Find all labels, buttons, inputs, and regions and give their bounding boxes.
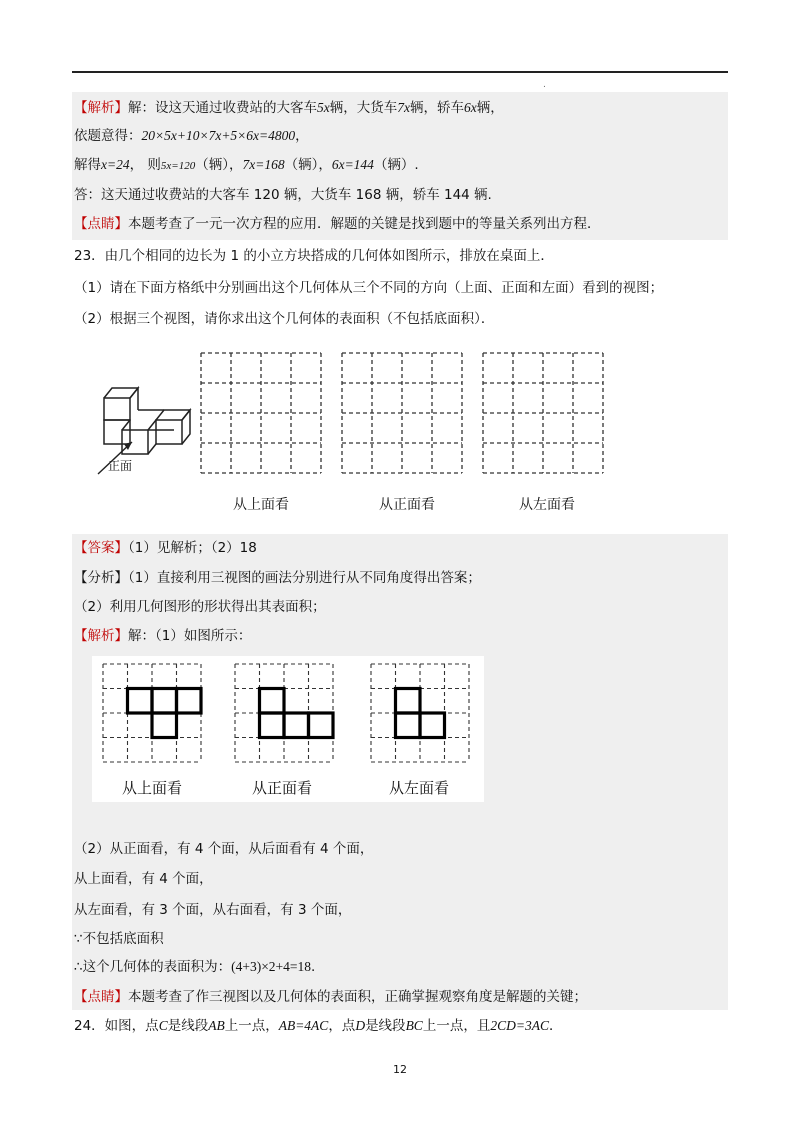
view-square: [309, 713, 334, 738]
view-square: [177, 689, 202, 714]
q24-segment-ab: AB: [208, 1018, 225, 1033]
view-square: [128, 689, 153, 714]
q22-text: （辆），: [284, 157, 332, 173]
q23-solution-step-5: [74, 958, 315, 976]
view-square: [396, 689, 421, 714]
q22-analysis-text: 解：设这天通过收费站的大客车: [128, 100, 317, 116]
comment-tag: 【点睛】: [74, 989, 128, 1005]
q23-solution-step-2: 从上面看，有 4 个面，: [74, 871, 213, 887]
q24-point-c: C: [158, 1018, 168, 1033]
comment-tag: 【点睛】: [74, 216, 128, 232]
q24-text: ．: [548, 1018, 563, 1034]
solution-caption-front: 从正面看: [252, 779, 313, 797]
q23-comment-text: 本题考查了作三视图以及几何体的表面积，正确掌握观察角度是解题的关键；: [128, 989, 587, 1005]
q24-point-d: D: [355, 1018, 366, 1033]
q22-setup-line: [74, 127, 309, 145]
q22-text: （辆），: [195, 157, 243, 173]
view-square: [420, 713, 445, 738]
q22-comment-text: 本题考查了一元一次方程的应用．解题的关键是找到题中的等量关系列出方程．: [128, 216, 601, 232]
q23-part2: （2）根据三个视图，请你求出这个几何体的表面积（不包括底面积）．: [74, 311, 495, 327]
q24-segment-bc: BC: [405, 1018, 423, 1033]
q23-answer-line: [74, 539, 257, 557]
q22-text: 辆，: [476, 100, 504, 116]
q23-analysis-text-1: （1）直接利用三视图的画法分别进行从不同角度得出答案；: [128, 570, 481, 586]
view-square: [396, 713, 421, 738]
q24-relation-cd: 2CD=3AC: [490, 1018, 549, 1033]
q22-comment-line: [74, 215, 601, 233]
grid-caption-top: 从上面看: [233, 497, 289, 513]
q22-var-truck: 7x: [397, 100, 410, 115]
q24-text: 24．如图，点: [74, 1018, 159, 1034]
grid-caption-left: 从左面看: [519, 497, 575, 513]
q23-solution-step-3: 从左面看，有 3 个面，从右面看，有 3 个面，: [74, 902, 352, 918]
q24-text: 是线段: [167, 1018, 209, 1034]
q22-analysis-line: [74, 99, 504, 117]
q22-solve-equation: x=24: [101, 157, 130, 172]
blank-grid-top-view: [200, 352, 322, 474]
view-square: [284, 713, 309, 738]
cube-solid-figure: [90, 378, 200, 478]
blank-grid-front-view: [341, 352, 463, 474]
q22-text: ，: [295, 128, 309, 144]
q23-comment-line: [74, 988, 587, 1006]
q23-analysis-line-2: （2）利用几何图形的形状得出其表面积；: [74, 599, 326, 615]
analysis-tag: 【解析】: [74, 100, 128, 116]
q23-stem: 23．由几个相同的边长为 1 的小立方块搭成的几何体如图所示，排放在桌面上．: [74, 248, 554, 264]
header-mark: .: [543, 80, 546, 90]
front-direction-label: 正面: [108, 459, 133, 473]
q22-answer-line: 答：这天通过收费站的大客车 120 辆，大货车 168 辆，轿车 144 辆.: [74, 187, 492, 203]
q22-solve-label: 解得: [74, 157, 101, 173]
q24-text: 上一点，且: [422, 1018, 491, 1034]
blank-grid-left-view: [482, 352, 604, 474]
q24-relation-ab: AB=4AC: [278, 1018, 329, 1033]
q23-solution-line: [74, 627, 251, 645]
answer-tag: 【答案】: [74, 540, 128, 556]
page-number: 12: [393, 1063, 407, 1076]
solution-caption-left: 从左面看: [389, 779, 450, 797]
q22-setup-label: 依题意得：: [74, 128, 142, 144]
view-square: [152, 713, 177, 738]
q22-setup-equation: 20×5x+10×7x+5×6x=4800: [141, 128, 296, 143]
q22-text: （辆）.: [373, 157, 419, 173]
q22-var-car: 6x: [464, 100, 477, 115]
q24-stem: [74, 1017, 562, 1035]
analysis-tag: 【分析】: [74, 570, 128, 586]
q22-result-car: 6x=144: [331, 157, 374, 172]
q24-text: ，点: [328, 1018, 356, 1034]
q22-result-bus: 5x=120: [160, 160, 196, 172]
view-square: [260, 689, 285, 714]
q22-result-truck: 7x=168: [242, 157, 285, 172]
solution-tag: 【解析】: [74, 628, 128, 644]
q22-text: ， 则: [129, 157, 161, 173]
q24-text: 是线段: [365, 1018, 406, 1034]
q23-part1: （1）请在下面方格纸中分别画出这个几何体从三个不同的方向（上面、正面和左面）看到的视图；: [74, 280, 664, 296]
q23-surface-area-equation: (4+3)×2+4=18: [231, 959, 312, 974]
q23-solution-intro: 解：（1）如图所示：: [128, 628, 252, 644]
q23-solution-step-4: ∵不包括底面积: [74, 931, 164, 947]
q23-solution-step-1: （2）从正面看，有 4 个面，从后面看有 4 个面，: [74, 841, 374, 857]
solution-caption-top: 从上面看: [122, 779, 183, 797]
q22-text: 辆，轿车: [410, 100, 464, 116]
q22-solve-line: [74, 156, 419, 175]
header-rule: [72, 71, 728, 73]
q22-var-bus: 5x: [317, 100, 330, 115]
q23-analysis-line-1: [74, 569, 481, 587]
solution-grid-left-view: [370, 663, 470, 763]
view-square: [260, 713, 285, 738]
view-square: [152, 689, 177, 714]
q23-answer-text: （1）见解析；（2）18: [128, 540, 257, 556]
solution-grid-top-view: [102, 663, 202, 763]
q23-step5-text: ∴这个几何体的表面积为：: [74, 959, 232, 975]
q23-text: .: [311, 959, 316, 975]
q24-text: 上一点，: [224, 1018, 279, 1034]
q22-text: 辆，大货车: [329, 100, 398, 116]
grid-caption-front: 从正面看: [379, 497, 435, 513]
solution-grid-front-view: [234, 663, 334, 763]
